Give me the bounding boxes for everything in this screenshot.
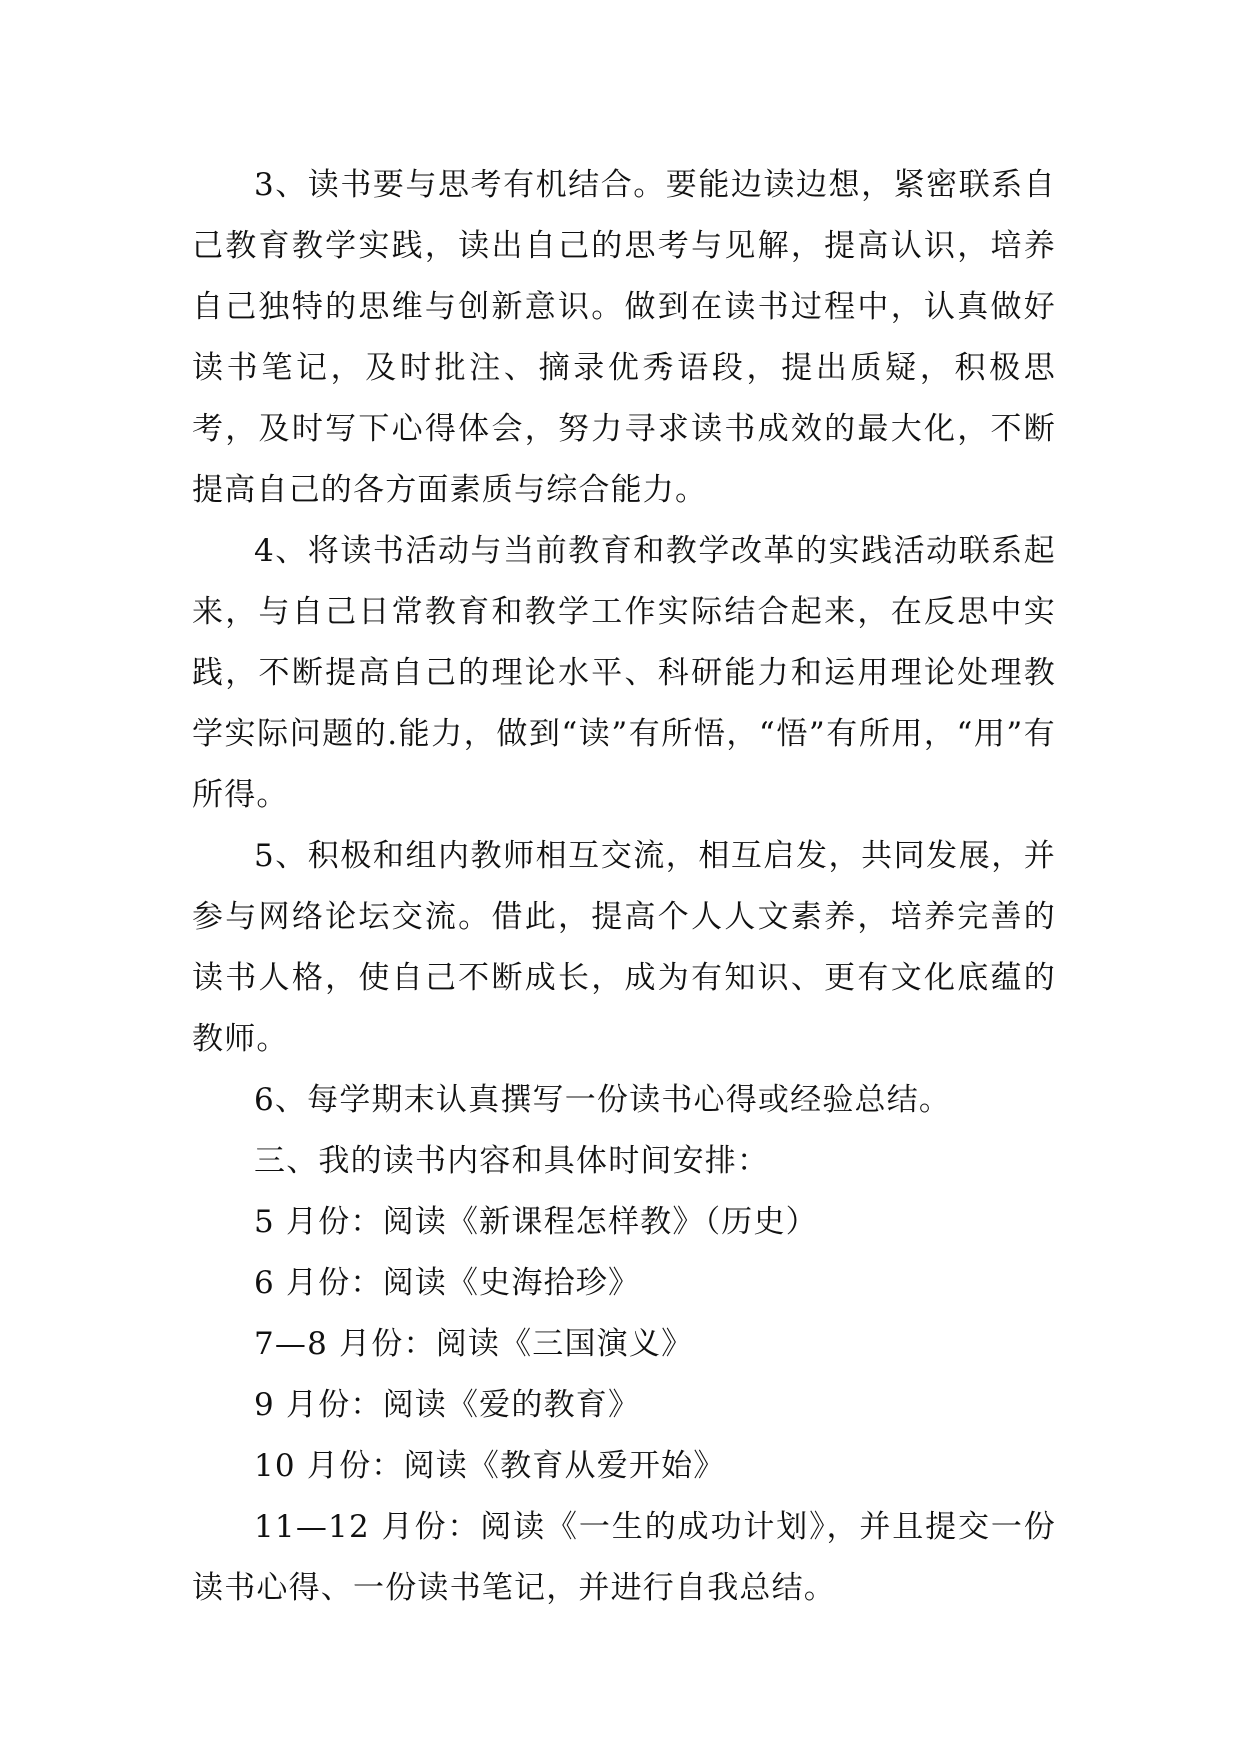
paragraph-item-4: 4、将读书活动与当前教育和教学改革的实践活动联系起来，与自己日常教育和教学工作实际结合起来，在反思中实践，不断提高自己的理论水平、科研能力和运用理论处理教学实际问题的.能力，做到“读”有所悟，“悟”有所用，“用”有所得。 bbox=[192, 533, 1056, 813]
paragraph-item-3: 3、读书要与思考有机结合。要能边读边想，紧密联系自己教育教学实践，读出自己的思考与见解，提高认识，培养自己独特的思维与创新意识。做到在读书过程中，认真做好读书笔记，及时批注、摘录优秀语段，提出质疑，积极思考，及时写下心得体会，努力寻求读书成效的最大化，不断提高自己的各方面素质与综合能力。 bbox=[192, 167, 1056, 508]
schedule-item-july-august: 7—8 月份：阅读《三国演义》 bbox=[254, 1326, 694, 1362]
paragraph-item-6: 6、每学期末认真撰写一份读书心得或经验总结。 bbox=[254, 1082, 952, 1118]
schedule-item-june: 6 月份：阅读《史海拾珍》 bbox=[254, 1265, 641, 1301]
schedule-item-october: 10 月份：阅读《教育从爱开始》 bbox=[254, 1448, 726, 1484]
schedule-item-may: 5 月份：阅读《新课程怎样教》（历史） bbox=[254, 1204, 818, 1240]
schedule-item-september: 9 月份：阅读《爱的教育》 bbox=[254, 1387, 641, 1423]
section-heading-reading-schedule: 三、我的读书内容和具体时间安排： bbox=[254, 1143, 770, 1179]
schedule-item-november-december: 11—12 月份：阅读《一生的成功计划》，并且提交一份读书心得、一份读书笔记，并进行自我总结。 bbox=[192, 1509, 1056, 1606]
document-body bbox=[192, 155, 1056, 1619]
paragraph-item-5: 5、积极和组内教师相互交流，相互启发，共同发展，并参与网络论坛交流。借此，提高个人人文素养，培养完善的读书人格，使自己不断成长，成为有知识、更有文化底蕴的教师。 bbox=[192, 838, 1056, 1057]
